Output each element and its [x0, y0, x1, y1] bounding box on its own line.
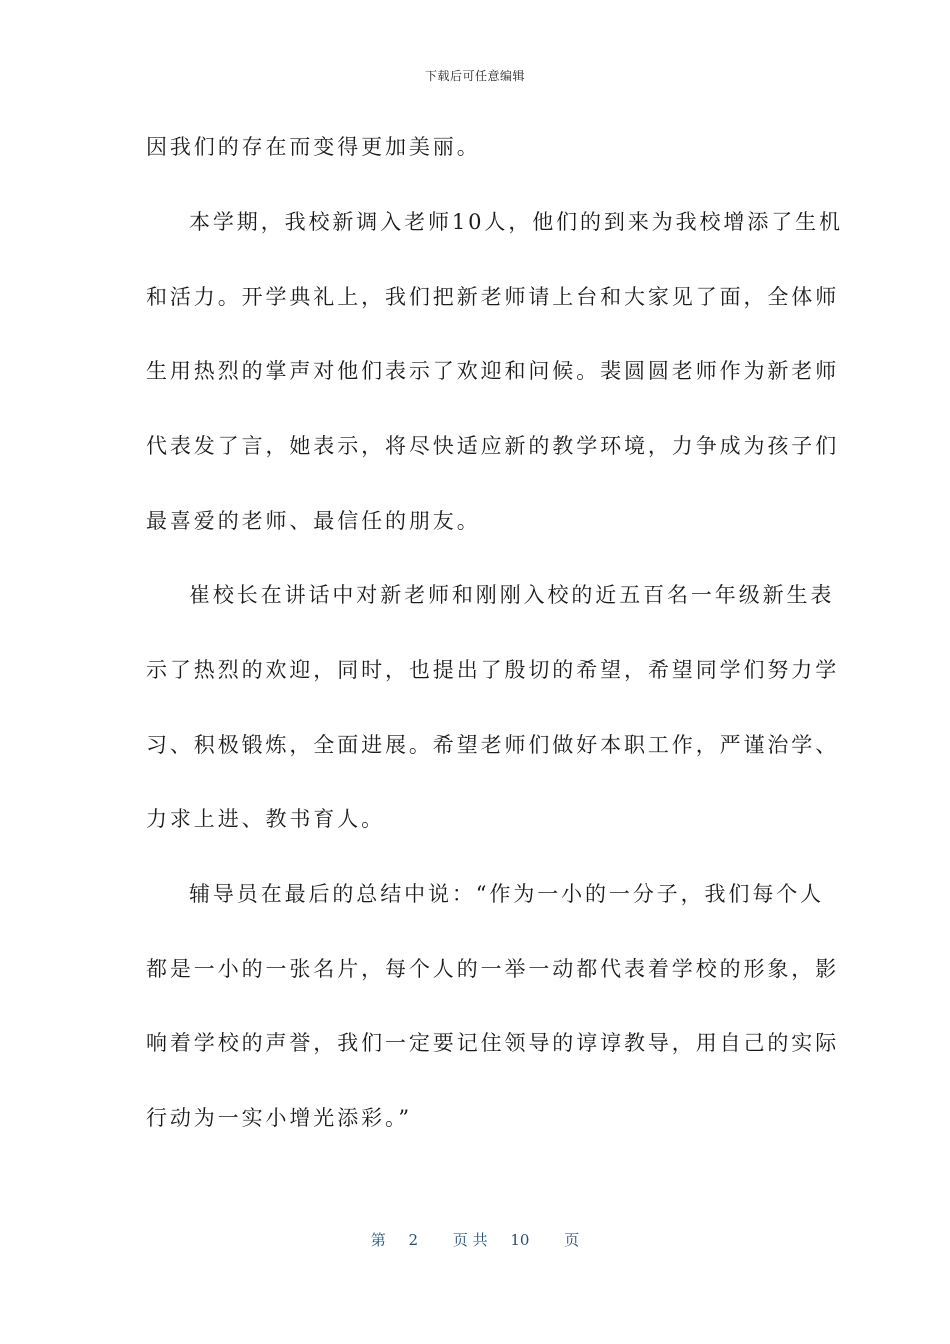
paragraph-line: 行动为一实小增光添彩。” — [146, 1106, 413, 1130]
page-label-prefix: 第 — [370, 1231, 386, 1249]
current-page-number: 2 — [408, 1231, 419, 1249]
paragraph-line: 和活力。开学典礼上，我们把新老师请上台和大家见了面，全体师 — [146, 285, 840, 309]
paragraph-line: 代表发了言，她表示，将尽快适应新的教学环境，力争成为孩子们 — [146, 434, 840, 458]
paragraph-line: 生用热烈的掌声对他们表示了欢迎和问候。裴圆圆老师作为新老师 — [146, 359, 840, 383]
page-footer — [0, 1229, 950, 1250]
paragraph-line: 力求上进、教书育人。 — [146, 807, 385, 831]
paragraph-line: 崔校长在讲话中对新老师和刚刚入校的近五百名一年级新生表 — [189, 583, 835, 607]
paragraph-line: 都是一小的一张名片，每个人的一举一动都代表着学校的形象，影 — [146, 957, 840, 981]
paragraph-line: 辅导员在最后的总结中说：“作为一小的一分子，我们每个人 — [189, 882, 825, 906]
page-label-suffix: 页 — [564, 1231, 580, 1249]
paragraph-line: 习、积极锻炼，全面进展。希望老师们做好本职工作，严谨治学、 — [146, 733, 840, 757]
paragraph-line: 示了热烈的欢迎，同时，也提出了殷切的希望，希望同学们努力学 — [146, 658, 840, 682]
paragraph-line: 响着学校的声誉，我们一定要记住领导的谆谆教导，用自己的实际 — [146, 1031, 840, 1055]
header-note: 下载后可任意编辑 — [424, 69, 525, 83]
paragraph-line: 最喜爱的老师、最信任的朋友。 — [146, 509, 481, 533]
paragraph-line: 本学期，我校新调入老师10人，他们的到来为我校增添了生机 — [189, 210, 843, 234]
page-label-mid: 页 共 — [452, 1231, 488, 1249]
paragraph-line: 因我们的存在而变得更加美丽。 — [146, 135, 481, 159]
total-pages-number: 10 — [510, 1231, 530, 1249]
